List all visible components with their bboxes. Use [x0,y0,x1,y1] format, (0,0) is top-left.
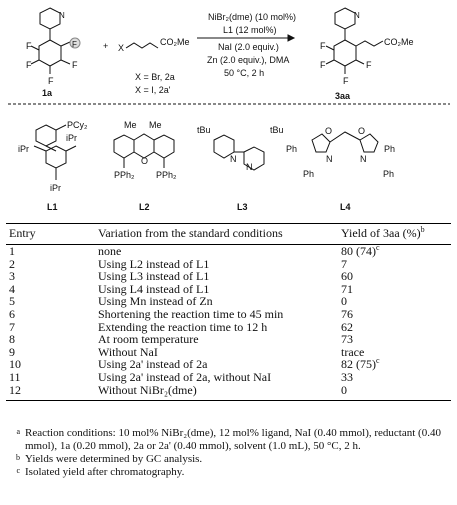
yield-cell [341,258,451,271]
svg-text:N: N [326,154,333,164]
variation-cell: Using L4 instead of L1 [98,281,210,296]
table-row [6,384,451,401]
svg-text:+: + [103,41,109,51]
yield-value: 60 [341,269,353,284]
reaction-scheme [0,0,457,222]
footnote [6,427,451,453]
svg-text:F: F [26,41,32,51]
svg-text:F: F [320,41,326,51]
condition-4: Zn (2.0 equiv.), DMA [207,55,290,65]
svg-text:F: F [48,76,54,86]
arene-ring [39,40,61,66]
svg-text:O: O [141,156,149,166]
header-yield: Yield of 3aa (%)$^b$ [341,224,451,245]
l3-tbu-2: tBu [270,125,284,135]
yield-cell [341,283,451,296]
l1-ipr-3: iPr [50,183,61,193]
variation-cell: Using 2a' instead of 2a, without NaI [98,369,272,384]
yield-cell [341,321,451,334]
footnote-text: Isolated yield after chromatography. [25,466,185,478]
alkyl-chain [126,43,158,48]
yield-value: 0 [341,294,347,309]
svg-text:N: N [360,154,367,164]
svg-text:O: O [325,126,333,136]
yield-value: 0 [341,382,347,397]
condition-3: NaI (2.0 equiv.) [218,42,279,52]
entry-cell: 8 [9,332,15,347]
variation-cell: Using L2 instead of L1 [98,256,210,271]
entry-cell: 1 [9,244,15,258]
svg-text:N: N [230,154,237,164]
yield-footnote-mark: c [376,243,380,252]
table-row [6,258,451,271]
yield-cell [341,371,451,384]
yield-value: 82 (75) [341,357,376,372]
l4-ph-4: Ph [383,169,395,179]
table-header-row [6,224,451,245]
l2-me-2: Me [149,120,162,130]
condition-5: 50 °C, 2 h [224,68,265,78]
entry-cell: 12 [6,384,98,401]
product-label: 3aa [335,91,351,101]
yield-value: trace [341,344,365,359]
table-row [6,333,451,346]
variation-cell: Without NaI [98,344,158,359]
svg-text:F: F [72,40,77,49]
header-entry: Entry [6,224,98,245]
yield-cell [341,270,451,283]
variation-cell: Using L3 instead of L1 [98,269,210,284]
entry-cell: 9 [9,344,15,359]
yield-footnote-mark: c [376,356,380,366]
variation-cell: none [98,244,122,258]
optimization-table [6,223,451,401]
table-row [6,283,451,296]
l4-ph-1: Ph [286,144,298,154]
variation-cell: Using 2a' instead of 2a [98,357,208,372]
condition-2: L1 (12 mol%) [223,25,277,35]
footnote [6,466,451,479]
footnote-mark: b [16,453,20,462]
l2-label: L2 [139,202,150,212]
l1-ipr-2: iPr [18,144,29,154]
yield-value: 73 [341,332,353,347]
footnote-mark: a [16,427,20,436]
entry-cell: 7 [9,319,15,334]
l1-pcy2: PCy₂ [67,120,88,130]
yield-cell [341,245,451,258]
svg-text:N: N [246,162,253,172]
entry-cell: 6 [9,306,15,321]
footnote-text: Yields were determined by GC analysis. [25,453,203,465]
yield-value: 76 [341,306,353,321]
footnote [6,453,451,466]
substrate-label: 1a [42,88,53,98]
svg-text:N: N [354,11,360,20]
svg-text:F: F [343,76,349,86]
product-ester: CO₂Me [384,37,414,47]
table-row [6,308,451,321]
halide-x: X [118,43,125,53]
entry-cell: 11 [9,369,21,384]
ester-group: CO₂Me [160,37,190,47]
yield-value: 7 [341,256,347,271]
yield-value: 71 [341,281,353,296]
pyridine-ring [40,8,60,29]
svg-text:N: N [59,11,65,20]
svg-text:F: F [26,60,32,70]
variation-cell: Extending the reaction time to 12 h [98,319,268,334]
yield-cell [341,384,451,401]
yield-value: 80 (74) [341,244,376,258]
table-row [6,321,451,334]
footnote-mark: c [16,466,20,475]
yield-value: 62 [341,319,353,334]
variation-cell: Without NiBr₂(dme) [98,384,341,401]
l3-label: L3 [237,202,248,212]
l4-label: L4 [340,202,351,212]
entry-cell: 4 [9,281,15,296]
l4-ph-3: Ph [303,169,315,179]
halide-option-2: X = I, 2a' [135,85,171,95]
l3-tbu-1: tBu [197,125,211,135]
yield-cell [341,295,451,308]
svg-text:F: F [320,60,326,70]
table-row [6,346,451,359]
variation-cell: Shortening the reaction time to 45 min [98,306,284,321]
table-row [6,371,451,384]
halide-option-1: X = Br, 2a [135,72,175,82]
entry-cell: 10 [9,357,21,372]
l2-pph2-2: PPh₂ [156,170,177,180]
svg-text:F: F [366,60,372,70]
svg-text:O: O [358,126,366,136]
l4-ph-2: Ph [384,144,396,154]
footnotes [6,427,451,479]
condition-1: NiBr₂(dme) (10 mol%) [208,12,297,22]
footnote-text: Reaction conditions: 10 mol% NiBr₂(dme), 12 mol% ligand, NaI (0.40 mmol), reductant (0.40 mmol), 1a (0.20 mmol), 2a or 2a' (0.40 mmol), solvent (1.0 mL), 50 °C, 2 h. [25,427,441,452]
entry-cell: 2 [9,256,15,271]
variation-cell: At room temperature [98,332,199,347]
yield-value: 33 [341,369,353,384]
l2-pph2-1: PPh₂ [114,170,135,180]
l1-label: L1 [47,202,58,212]
header-variation: Variation from the standard conditions [98,224,341,245]
yield-cell [341,308,451,321]
yield-cell [341,358,451,371]
l1-ipr-1: iPr [66,133,77,143]
entry-cell: 3 [9,269,15,284]
l2-me-1: Me [124,120,137,130]
svg-text:F: F [72,60,78,70]
table-row [6,270,451,283]
table-row [6,245,451,258]
entry-cell: 5 [9,294,15,309]
variation-cell: Using Mn instead of Zn [98,294,213,309]
